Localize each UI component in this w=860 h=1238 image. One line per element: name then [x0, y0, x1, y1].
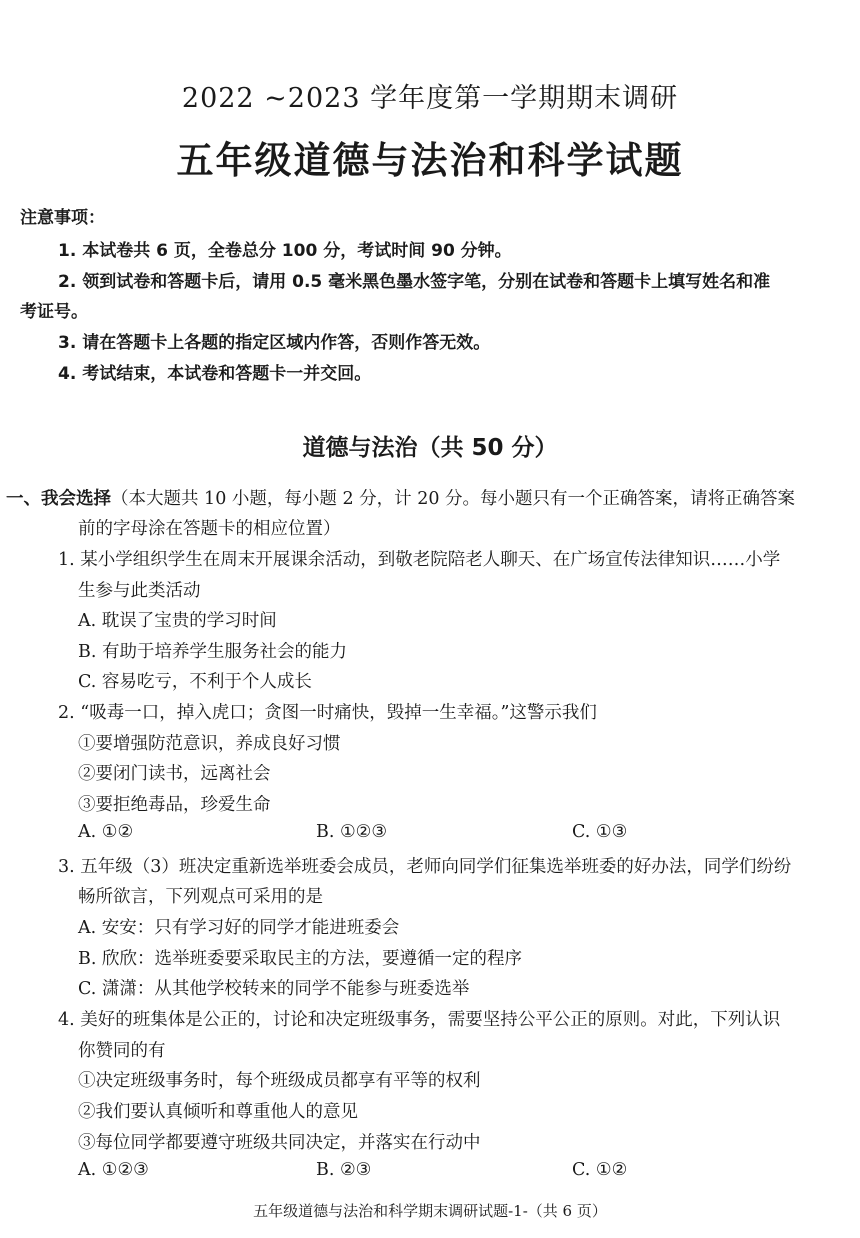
exam-period-line: 2022 ~2023 学年度第一学期期末调研: [181, 83, 679, 114]
q4-option-c: C. ①②: [572, 1160, 628, 1180]
q4-option-a: A. ①②③: [78, 1160, 149, 1180]
q1-stem-cont: 生参与此类活动: [78, 581, 201, 601]
q1-option-a: A. 耽误了宝贵的学习时间: [78, 611, 277, 631]
section-title: 道德与法治（共 50 分）: [302, 435, 558, 461]
q4-stem-cont: 你赞同的有: [78, 1041, 166, 1061]
notice-heading: 注意事项：: [20, 208, 105, 228]
q2-statement-3: ③要拒绝毒品，珍爱生命: [78, 795, 271, 815]
notice-item-3: 3. 请在答题卡上各题的指定区域内作答，否则作答无效。: [58, 333, 491, 353]
q2-stem: 2. “吸毒一口，掉入虎口；贪图一时痛快，毁掉一生幸福。”这警示我们: [58, 703, 597, 723]
q2-option-c: C. ①③: [572, 822, 628, 842]
q2-statement-2: ②要闭门读书，远离社会: [78, 764, 271, 784]
part1-instructions: [6, 485, 795, 510]
q1-option-b: B. 有助于培养学生服务社会的能力: [78, 642, 347, 662]
q4-statement-1: ①决定班级事务时，每个班级成员都享有平等的权利: [78, 1071, 481, 1091]
exam-title: 五年级道德与法治和科学试题: [176, 138, 684, 182]
q4-statement-3: ③每位同学都要遵守班级共同决定，并落实在行动中: [78, 1133, 481, 1153]
notice-item-4: 4. 考试结束，本试卷和答题卡一并交回。: [58, 364, 372, 384]
q3-option-a: A. 安安：只有学习好的同学才能进班委会: [78, 918, 400, 938]
q3-option-c: C. 潇潇：从其他学校转来的同学不能参与班委选举: [78, 979, 470, 999]
notice-item-2-cont: 考证号。: [20, 302, 88, 322]
q2-option-a: A. ①②: [78, 822, 134, 842]
q4-option-b: B. ②③: [316, 1160, 372, 1180]
page-footer: 五年级道德与法治和科学期末调研试题-1-（共 6 页）: [253, 1202, 607, 1220]
notice-item-1: 1. 本试卷共 6 页，全卷总分 100 分，考试时间 90 分钟。: [58, 241, 512, 261]
q1-stem: 1. 某小学组织学生在周末开展课余活动，到敬老院陪老人聊天、在广场宣传法律知识……小学: [58, 550, 781, 570]
part1-label: 一、我会选择: [6, 489, 111, 509]
q4-stem: 4. 美好的班集体是公正的，讨论和决定班级事务，需要坚持公平公正的原则。对此，下列认识: [58, 1010, 781, 1030]
part1-instructions-b: 前的字母涂在答题卡的相应位置）: [78, 519, 341, 539]
q3-option-b: B. 欣欣：选举班委要采取民主的方法，要遵循一定的程序: [78, 949, 522, 969]
q2-statement-1: ①要增强防范意识，养成良好习惯: [78, 734, 341, 754]
q3-stem: 3. 五年级（3）班决定重新选举班委会成员，老师向同学们征集选举班委的好办法，同学们纷纷: [58, 857, 792, 877]
q1-option-c: C. 容易吃亏，不利于个人成长: [78, 672, 312, 692]
q3-stem-cont: 畅所欲言，下列观点可采用的是: [78, 887, 323, 907]
q2-option-b: B. ①②③: [316, 822, 388, 842]
notice-item-2: 2. 领到试卷和答题卡后，请用 0.5 毫米黑色墨水签字笔，分别在试卷和答题卡上填写姓名和准: [58, 272, 771, 292]
q4-statement-2: ②我们要认真倾听和尊重他人的意见: [78, 1102, 358, 1122]
part1-instructions-a: （本大题共 10 小题，每小题 2 分，计 20 分。每小题只有一个正确答案，请将正确答案: [111, 489, 796, 509]
